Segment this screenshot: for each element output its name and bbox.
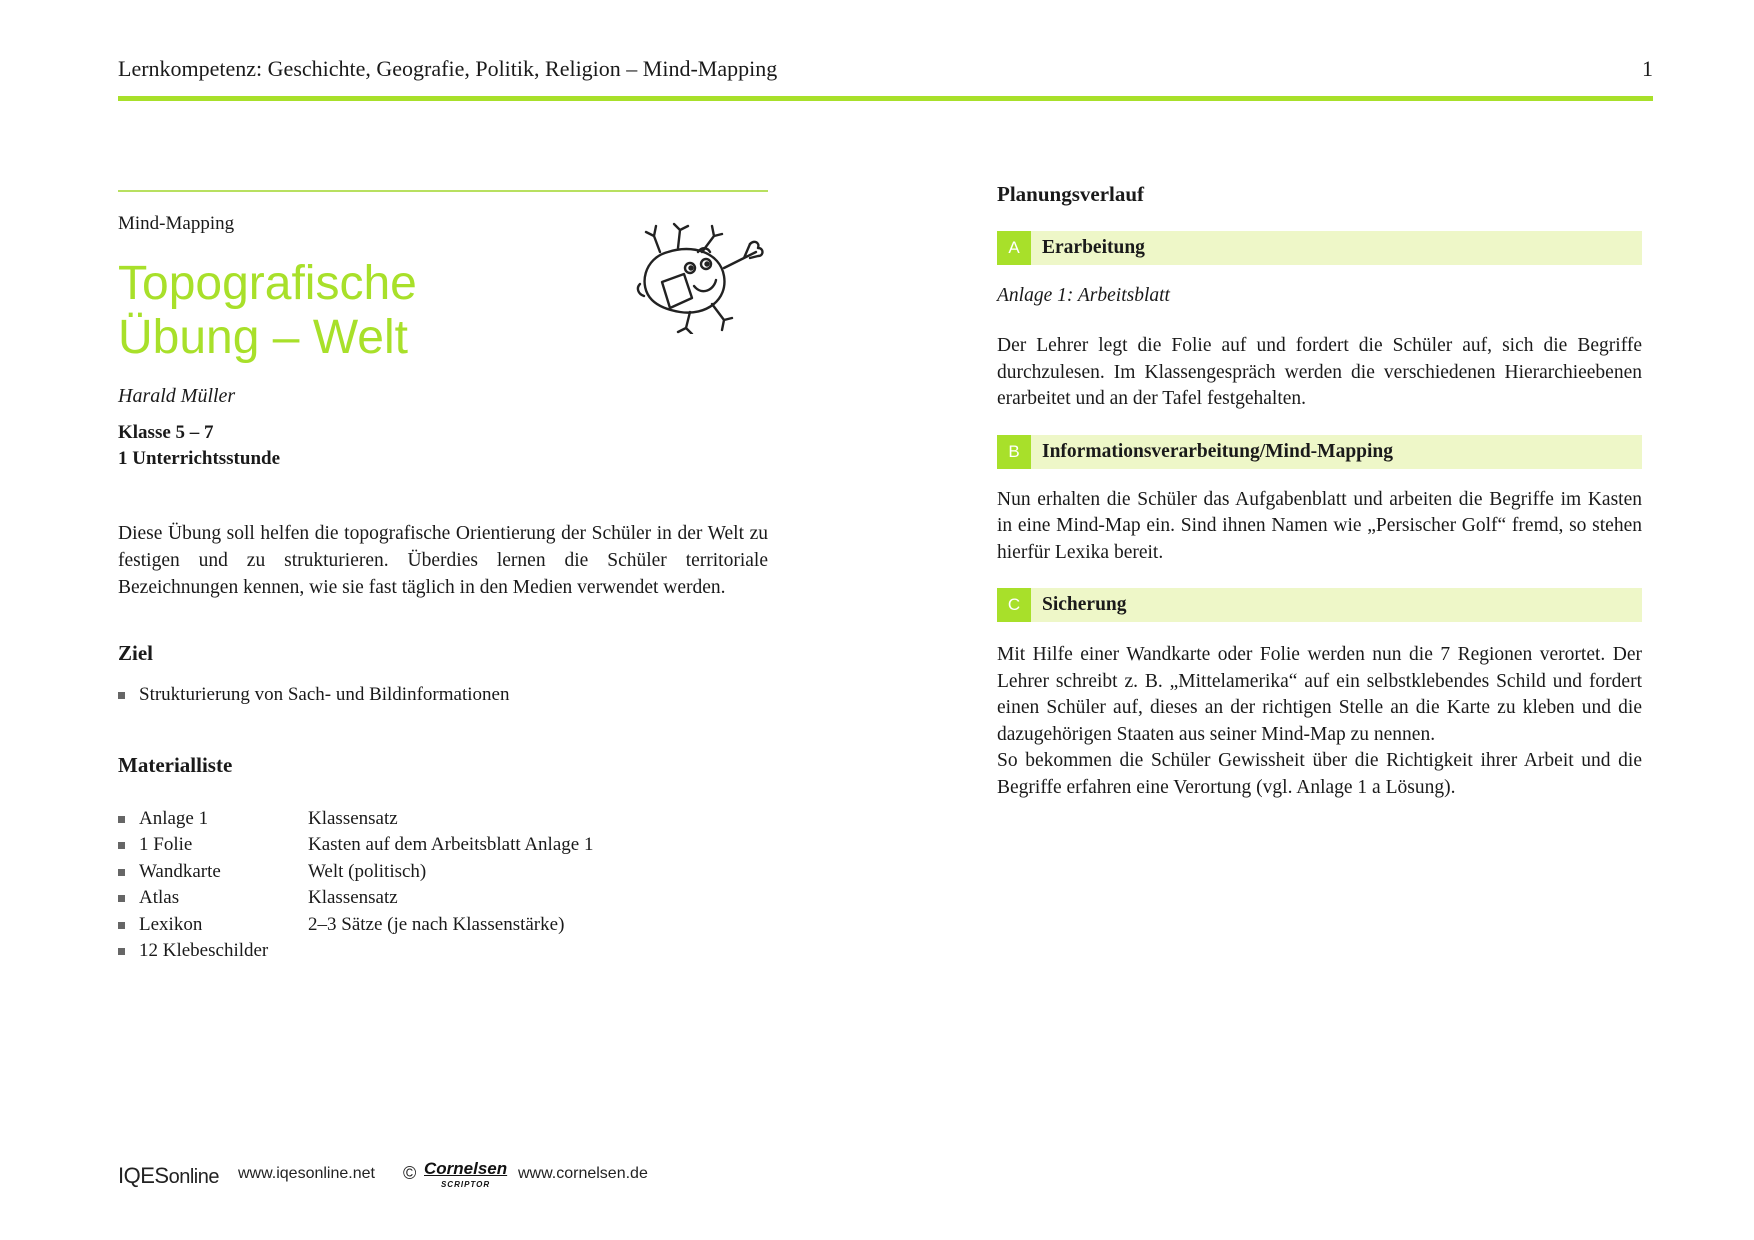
right-column	[997, 182, 1642, 801]
step-c-title: Sicherung	[1042, 594, 1127, 615]
step-b-title: Informationsverarbeitung/Mind-Mapping	[1042, 440, 1394, 462]
material-name: Atlas	[139, 887, 180, 908]
step-b-text: Nun erhalten die Schüler das Aufgabenblatt und arbeiten die Begriffe im Kasten in eine Mind-Map ein. Sind ihnen Namen wie „Persischer Golf“ fremd, so stehen hierfür Lexika bereit.	[997, 488, 1642, 563]
section-divider	[118, 190, 768, 192]
header-title: Lernkompetenz: Geschichte, Geografie, Politik, Religion – Mind-Mapping	[118, 56, 778, 81]
material-detail: Welt (politisch)	[308, 860, 427, 882]
list-item: Strukturierung von Sach- und Bildinformationen	[118, 682, 768, 709]
author: Harald Müller	[118, 385, 236, 407]
planning-heading: Planungsverlauf	[997, 182, 1145, 206]
material-name: Lexikon	[139, 913, 203, 935]
ziel-heading: Ziel	[118, 641, 153, 665]
list-item	[118, 832, 768, 859]
step-b-badge: B	[997, 435, 1031, 469]
material-list	[118, 806, 768, 965]
step-b	[997, 435, 1642, 469]
material-detail: 2–3 Sätze (je nach Klassenstärke)	[308, 913, 565, 935]
ziel-list	[118, 682, 768, 709]
step-a-text: Der Lehrer legt die Folie auf und fordert die Schüler auf, sich die Begriffe durchzulesen. Im Klassengespräch werden die verschiedenen Hierarchieebenen erarbeitet und an der Tafel festgehalten.	[997, 335, 1642, 409]
step-c	[997, 588, 1642, 622]
iqes-url[interactable]: www.iqesonline.net	[238, 1165, 375, 1182]
page-footer	[118, 1159, 918, 1193]
title-line-2: Übung – Welt	[118, 311, 408, 364]
material-name: 12 Klebeschilder	[139, 940, 269, 961]
intro-paragraph: Diese Übung soll helfen die topografische Orientierung der Schüler in der Welt zu festigen und zu strukturieren. Überdies lernen die Schüler territoriale Bezeichnungen kennen, wie sie fast täglich in den Medien verwendet werden.	[118, 523, 768, 598]
step-a-badge: A	[997, 231, 1031, 265]
list-item	[118, 859, 768, 886]
class-info	[118, 420, 768, 472]
mascot-illustration	[632, 222, 772, 334]
material-detail: Klassensatz	[308, 807, 398, 829]
material-heading: Materialliste	[118, 752, 233, 777]
grade-level: Klasse 5 – 7	[118, 422, 214, 443]
material-detail: Kasten auf dem Arbeitsblatt Anlage 1	[308, 834, 594, 855]
step-c-text-2: So bekommen die Schüler Gewissheit über die Richtigkeit ihrer Arbeit und die Begriffe erfahren eine Verortung (vgl. Anlage 1 a Lösung).	[997, 750, 1642, 798]
step-a	[997, 231, 1642, 265]
cornelsen-url[interactable]: www.cornelsen.de	[518, 1165, 648, 1182]
step-c-badge: C	[997, 588, 1031, 622]
list-item	[118, 885, 768, 912]
material-name: Wandkarte	[139, 860, 221, 882]
kicker: Mind-Mapping	[118, 213, 235, 234]
anlage-reference: Anlage 1: Arbeitsblatt	[997, 285, 1170, 306]
title-line-1: Topografische	[118, 257, 417, 310]
lesson-count: 1 Unterrichtsstunde	[118, 448, 281, 469]
material-name: 1 Folie	[139, 834, 193, 855]
list-item	[118, 806, 768, 833]
iqes-logo: IQESonline	[118, 1163, 219, 1188]
list-item	[118, 912, 768, 939]
material-name: Anlage 1	[139, 807, 209, 829]
page-number: 1	[1642, 56, 1653, 81]
material-detail: Klassensatz	[308, 887, 398, 908]
list-item	[118, 938, 768, 965]
step-c-text: Mit Hilfe einer Wandkarte oder Folie werden nun die 7 Regionen verortet. Der Lehrer schreibt z. B. „Mittelamerika“ auf ein selbstklebendes Schild und fordert einen Schüler auf, dieses an der richtigen Stelle an die Karte zu kleben und die dazugehörigen Staaten aus seiner Mind-Map zu nennen.	[997, 644, 1642, 745]
cornelsen-logo: Cornelsen SCRIPTOR	[424, 1159, 508, 1189]
page-header	[118, 56, 1653, 101]
copyright-symbol: ©	[403, 1163, 417, 1183]
step-a-title: Erarbeitung	[1042, 237, 1145, 258]
